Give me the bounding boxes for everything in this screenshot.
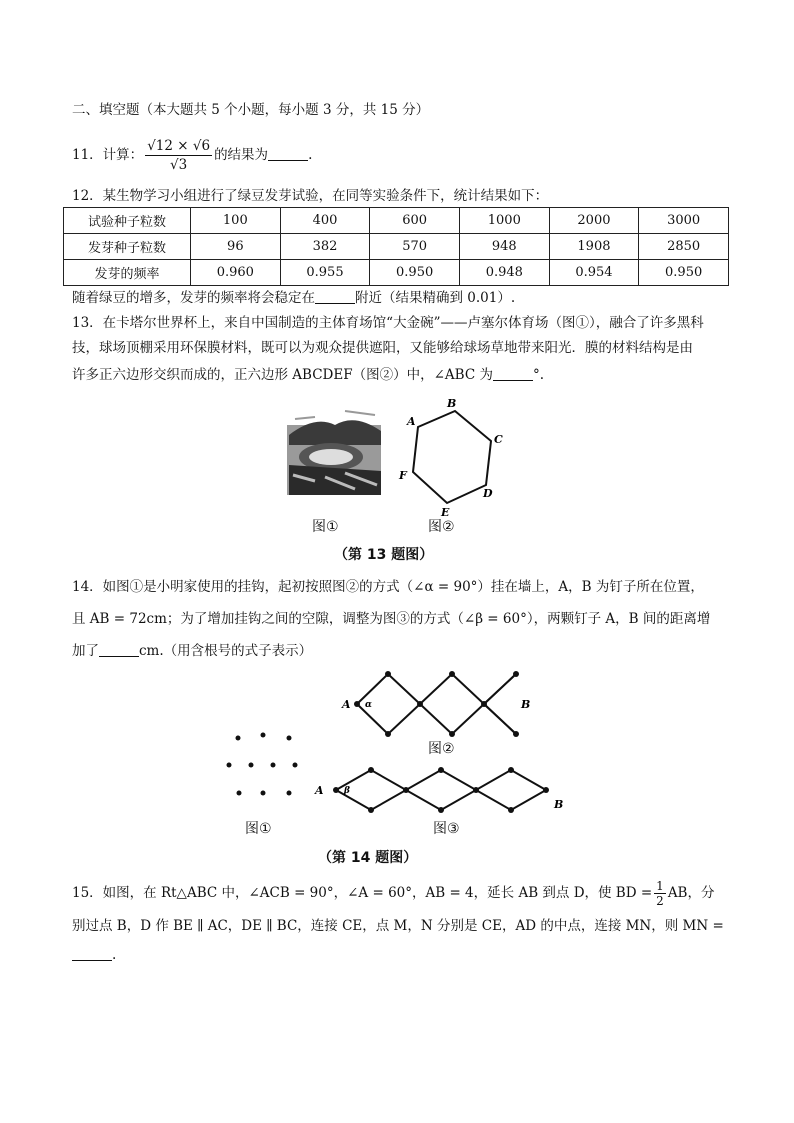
- q14-line1: 14．如图①是小明家使用的挂钩，起初按照图②的方式（∠α = 90°）挂在墙上，A，B 为钉子所在位置，: [72, 579, 704, 595]
- hook-figure-1: [225, 725, 305, 805]
- table-cell: 1908: [549, 234, 639, 260]
- table-cell: 1000: [459, 208, 549, 234]
- hex-label-a: A: [407, 415, 416, 428]
- q11-prefix: 11．计算：: [72, 147, 144, 163]
- hex-label-f: F: [399, 469, 407, 482]
- table-row-label: 发芽种子粒数: [64, 234, 191, 260]
- q14-line3-b: cm.（用含根号的式子表示）: [139, 643, 313, 659]
- hex-label-e: E: [441, 506, 450, 519]
- table-cell: 0.960: [191, 260, 281, 286]
- fig3-label-b: B: [554, 798, 564, 811]
- q15-line3-b: .: [112, 947, 117, 963]
- q15-line1: [72, 876, 714, 912]
- q12-after-a: 随着绿豆的增多，发芽的频率将会稳定在: [72, 290, 315, 306]
- table-cell: 3000: [639, 208, 729, 234]
- q11-end: .: [308, 147, 313, 163]
- table-cell: 0.950: [639, 260, 729, 286]
- table-cell: 2850: [639, 234, 729, 260]
- table-cell: 100: [191, 208, 281, 234]
- q15-line2: 别过点 B，D 作 BE ∥ AC，DE ∥ BC，连接 CE，点 M，N 分别是 CE，AD 的中点，连接 MN，则 MN =: [72, 918, 724, 934]
- q15-line3: [72, 945, 116, 965]
- section-title: 二、填空题（本大题共 5 个小题，每小题 3 分，共 15 分）: [72, 102, 430, 118]
- q11-suffix: 的结果为: [214, 147, 269, 163]
- q15-line1-b: AB，分: [667, 885, 715, 901]
- q15-frac-den: 2: [656, 894, 664, 908]
- q13-answer-blank[interactable]: [493, 368, 533, 381]
- q13-line2: 技，球场顶棚采用环保膜材料，既可以为观众提供遮阳，又能够给球场草地带来阳光．膜的材料结构是由: [72, 340, 693, 356]
- table-row: [64, 234, 729, 260]
- q14-fig2-label: 图②: [428, 741, 455, 757]
- table-row: [64, 208, 729, 234]
- alpha-label: α: [365, 700, 372, 710]
- table-cell: 0.954: [549, 260, 639, 286]
- q13-line3-b: °.: [532, 367, 544, 383]
- q15-line1-a: 15．如图，在 Rt△ABC 中，∠ACB = 90°，∠A = 60°，AB = 4，延长 AB 到点 D，使 BD =: [72, 885, 653, 901]
- hex-label-b: B: [447, 397, 457, 410]
- table-row-label: 发芽的频率: [64, 260, 191, 286]
- fig2-label-b: B: [521, 698, 531, 711]
- question-11: [72, 136, 312, 176]
- table-cell: 400: [280, 208, 370, 234]
- table-cell: 0.955: [280, 260, 370, 286]
- table-cell: 382: [280, 234, 370, 260]
- q15-answer-blank[interactable]: [72, 948, 112, 961]
- beta-label: β: [344, 786, 350, 796]
- q11-fraction: [145, 137, 212, 174]
- q13-caption: （第 13 题图）: [334, 547, 434, 563]
- table-cell: 600: [370, 208, 460, 234]
- hex-label-c: C: [494, 433, 503, 446]
- q11-denominator: √3: [170, 157, 188, 173]
- q12-after-b: 附近（结果精确到 0.01）.: [355, 290, 516, 306]
- q13-line3: [72, 365, 544, 385]
- q13-fig1-label: 图①: [312, 519, 339, 535]
- table-cell: 0.950: [370, 260, 460, 286]
- table-cell: 2000: [549, 208, 639, 234]
- table-cell: 948: [459, 234, 549, 260]
- q14-line3-a: 加了: [72, 643, 99, 659]
- germination-table: [63, 207, 729, 286]
- table-row-label: 试验种子粒数: [64, 208, 191, 234]
- q14-line3: [72, 641, 312, 661]
- hook-figure-2: [330, 668, 550, 738]
- hex-label-d: D: [483, 487, 493, 500]
- hexagon-figure: [395, 395, 510, 520]
- stadium-photo: [285, 405, 385, 497]
- table-cell: 570: [370, 234, 460, 260]
- table-row: [64, 260, 729, 286]
- q12-conclusion: [72, 288, 515, 308]
- q11-numerator: √12 × √6: [147, 138, 211, 154]
- hexagon-abcdef: [413, 411, 491, 503]
- q15-fraction: [654, 879, 666, 908]
- q14-fig1-label: 图①: [245, 821, 272, 837]
- fig2-label-a: A: [342, 698, 351, 711]
- q11-answer-blank[interactable]: [268, 148, 308, 161]
- q12-intro: 12．某生物学习小组进行了绿豆发芽试验，在同等实验条件下，统计结果如下：: [72, 188, 549, 204]
- q13-fig2-label: 图②: [428, 519, 455, 535]
- q13-line3-a: 许多正六边形交织而成的，正六边形 ABCDEF（图②）中，∠ABC 为: [72, 367, 493, 383]
- q14-answer-blank[interactable]: [99, 644, 139, 657]
- table-cell: 0.948: [459, 260, 549, 286]
- q13-line1: 13．在卡塔尔世界杯上，来自中国制造的主体育场馆“大金碗”——卢塞尔体育场（图①），融合了许多黑科: [72, 315, 704, 331]
- q12-answer-blank[interactable]: [315, 291, 355, 304]
- q14-fig3-label: 图③: [433, 821, 460, 837]
- hook-figure-3: [310, 760, 580, 820]
- fig3-label-a: A: [315, 784, 324, 797]
- q14-caption: （第 14 题图）: [318, 850, 418, 866]
- q15-frac-num: 1: [656, 879, 664, 893]
- table-cell: 96: [191, 234, 281, 260]
- q14-line2: 且 AB = 72cm；为了增加挂钩之间的空隙，调整为图③的方式（∠β = 60°），两颗钉子 A，B 间的距离增: [72, 611, 711, 627]
